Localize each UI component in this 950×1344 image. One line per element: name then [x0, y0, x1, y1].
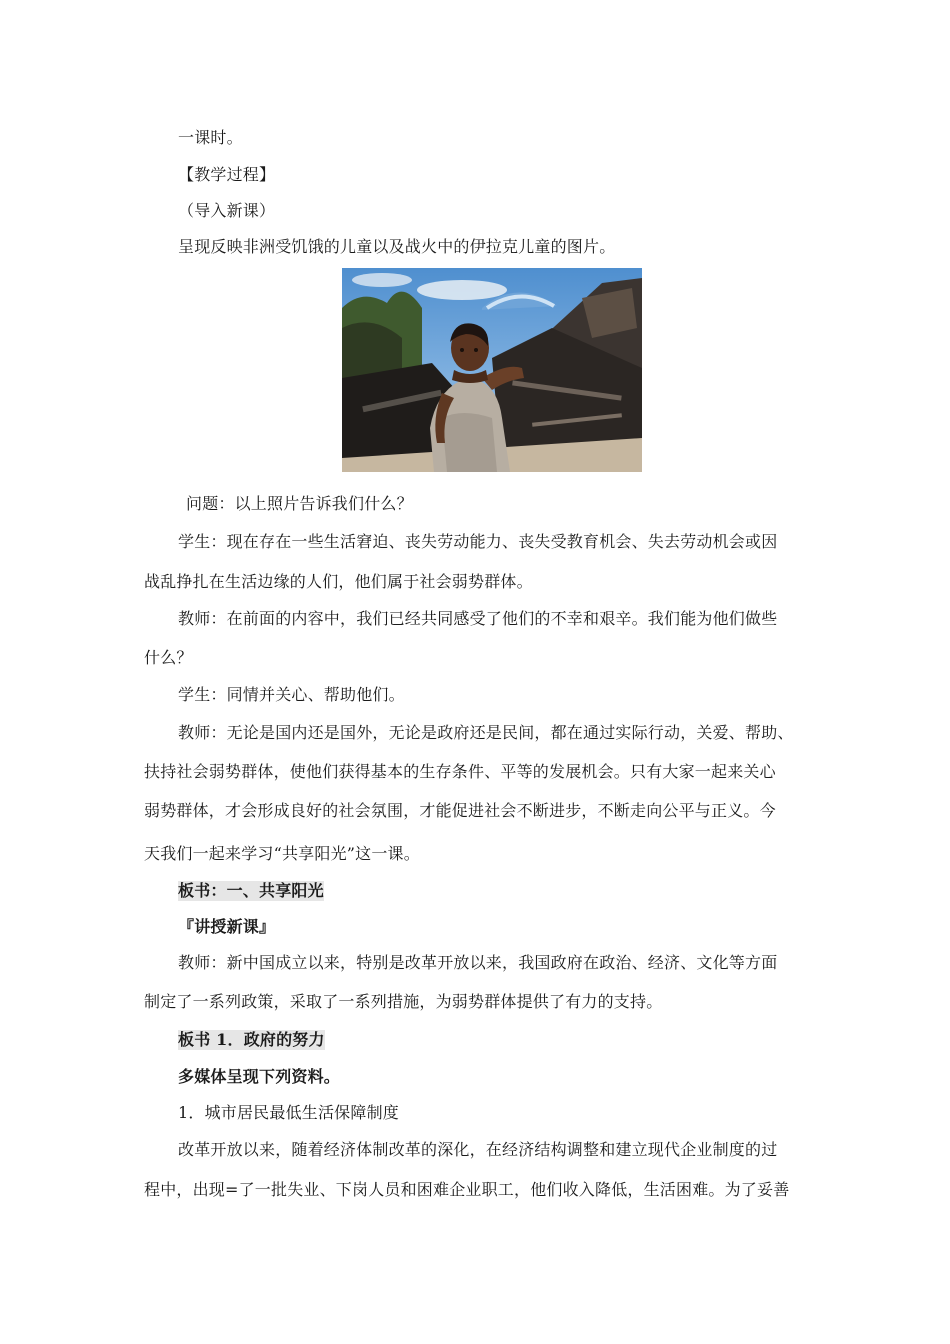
- text-line: 战乱挣扎在生活边缘的人们，他们属于社会弱势群体。: [144, 572, 533, 591]
- question-line: 问题：以上照片告诉我们什么？: [186, 494, 413, 513]
- child-photo-illustration: [342, 268, 642, 472]
- text-line: 弱势群体，才会形成良好的社会氛围，才能促进社会不断进步，不断走向公平与正义。今: [144, 801, 776, 820]
- text-line: 程中，出现=了一批失业、下岗人员和困难企业职工，他们收入降低，生活困难。为了妥善: [144, 1180, 790, 1199]
- section-heading-teaching-process: 【教学过程】: [178, 165, 276, 184]
- text-line: 学生：同情并关心、帮助他们。: [178, 685, 405, 704]
- blackboard-heading-1: 板书：一、共享阳光: [178, 881, 324, 900]
- text-line: 天我们一起来学习“共享阳光”这一课。: [144, 844, 420, 863]
- text-line: 教师：在前面的内容中，我们已经共同感受了他们的不幸和艰辛。我们能为他们做些: [178, 609, 778, 628]
- subheading-lead-in: （导入新课）: [178, 201, 276, 220]
- multimedia-note: 多媒体呈现下列资料。: [178, 1067, 341, 1086]
- text-line: 扶持社会弱势群体，使他们获得基本的生存条件、平等的发展机会。只有大家一起来关心: [144, 762, 776, 781]
- list-item-heading: 1．城市居民最低生活保障制度: [178, 1103, 399, 1122]
- blackboard-heading-2: 板书 1．政府的努力: [178, 1030, 325, 1049]
- section-heading-new-lesson: 『讲授新课』: [178, 917, 276, 936]
- text-line: 什么？: [144, 648, 193, 667]
- text-line: 改革开放以来，随着经济体制改革的深化，在经济结构调整和建立现代企业制度的过: [178, 1140, 778, 1159]
- text-line: 一课时。: [178, 128, 243, 147]
- text-line: 学生：现在存在一些生活窘迫、丧失劳动能力、丧失受教育机会、失去劳动机会或因: [178, 532, 778, 551]
- text-line: 呈现反映非洲受饥饿的儿童以及战火中的伊拉克儿童的图片。: [178, 237, 616, 256]
- text-line: 教师：无论是国内还是国外，无论是政府还是民间，都在通过实际行动，关爱、帮助、: [178, 723, 794, 742]
- text-line: 制定了一系列政策，采取了一系列措施，为弱势群体提供了有力的支持。: [144, 992, 663, 1011]
- child-photo: [342, 268, 642, 472]
- text-line: 教师：新中国成立以来，特别是改革开放以来，我国政府在政治、经济、文化等方面: [178, 953, 778, 972]
